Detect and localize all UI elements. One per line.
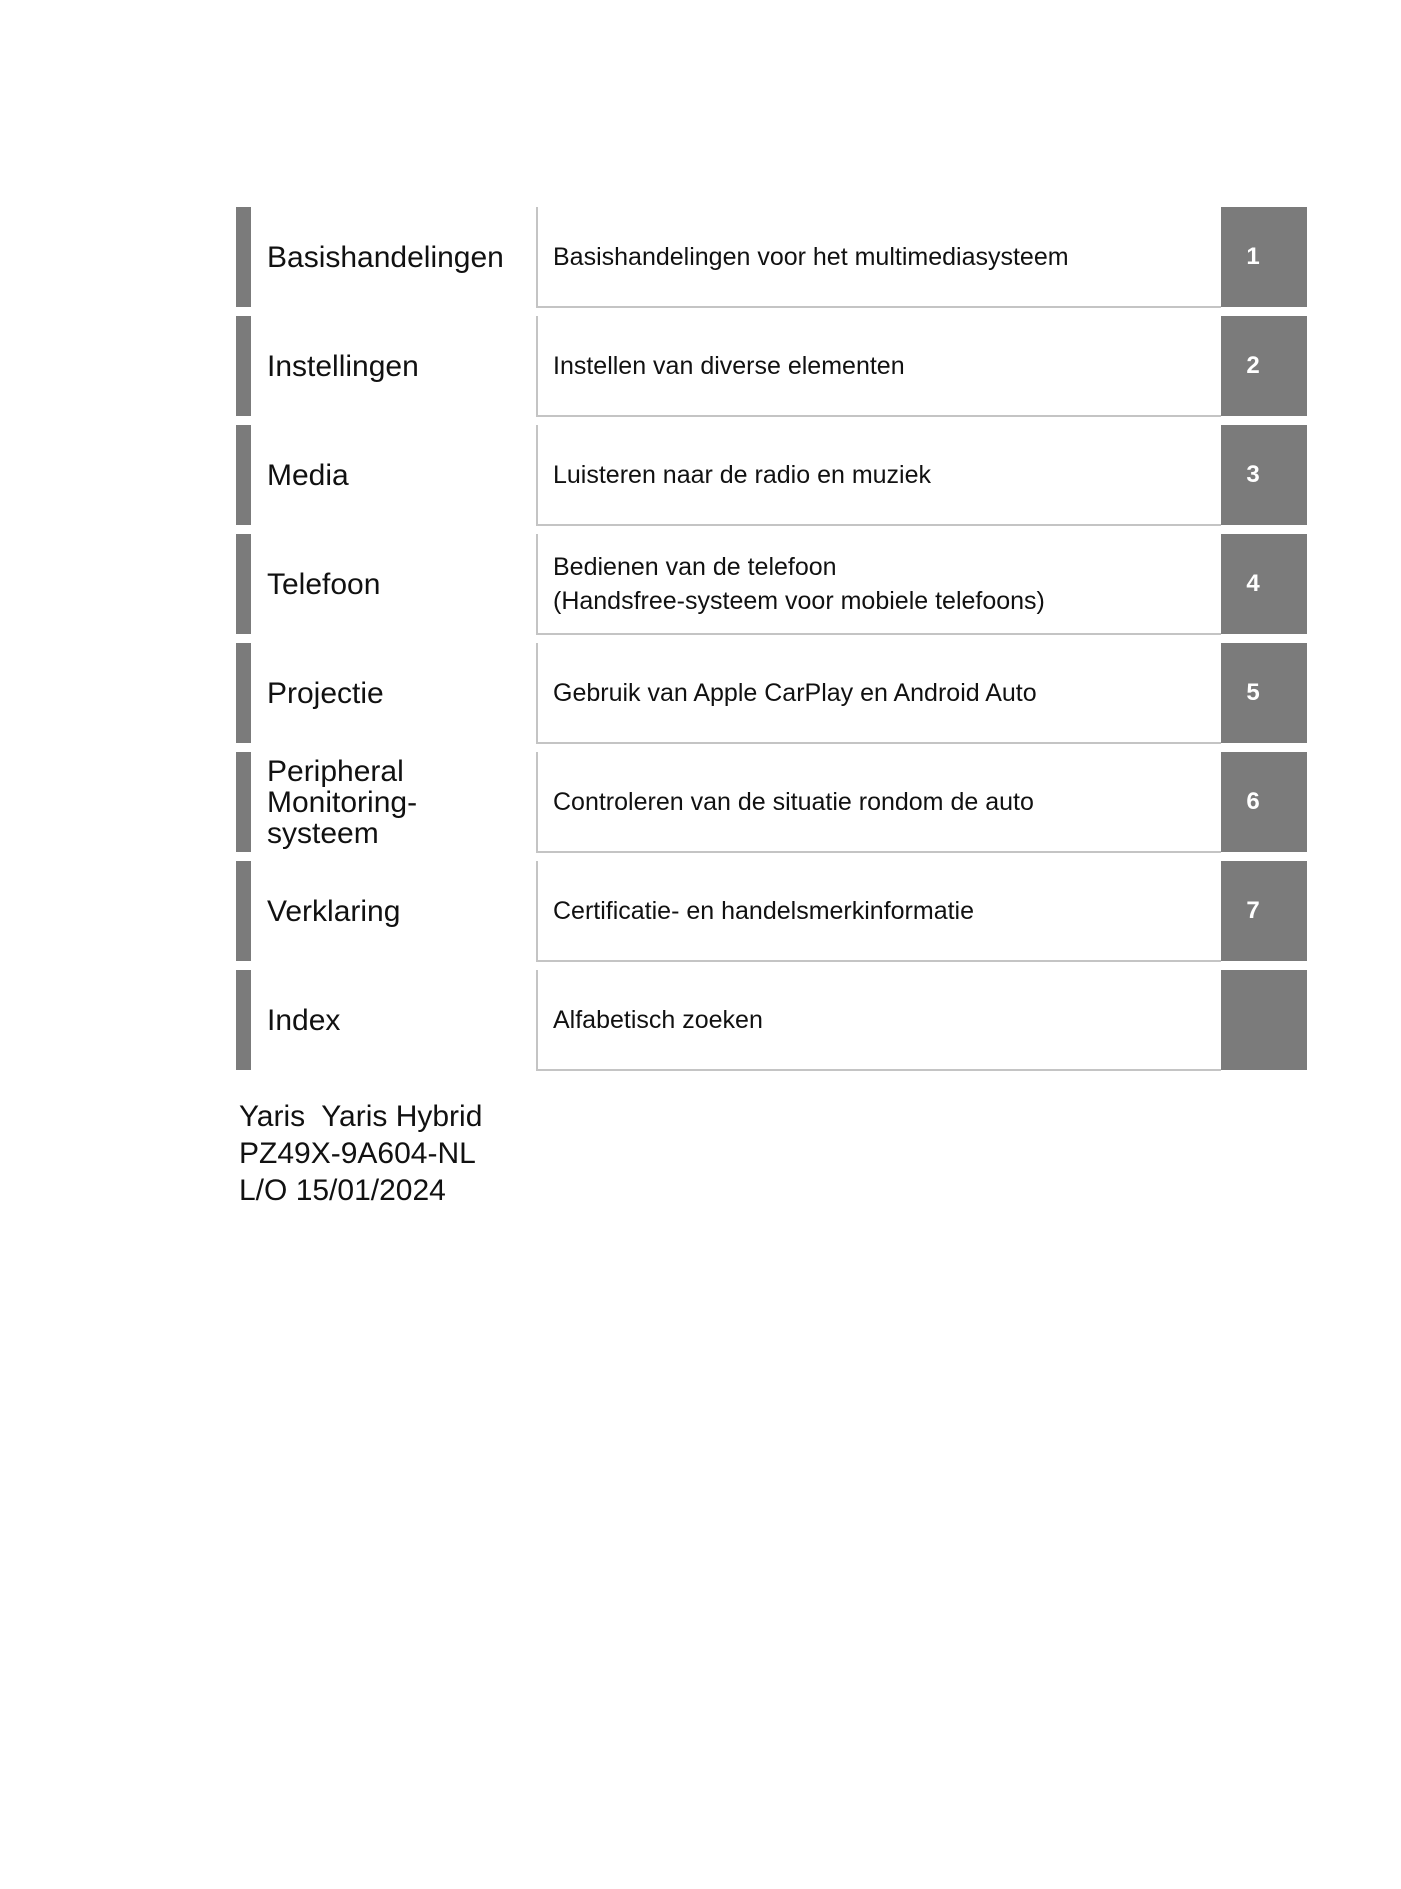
section-description-box bbox=[536, 316, 1221, 417]
section-description-box bbox=[536, 970, 1221, 1071]
toc-row-instellingen[interactable] bbox=[236, 316, 1307, 416]
chapter-number: 6 bbox=[1246, 788, 1260, 815]
chapter-number: 5 bbox=[1246, 679, 1260, 706]
section-description-box bbox=[536, 425, 1221, 526]
chapter-tab[interactable] bbox=[1221, 207, 1307, 307]
section-description: Bedienen van de telefoon (Handsfree-systeem voor mobiele telefoons) bbox=[553, 552, 1045, 615]
chapter-number: 2 bbox=[1246, 352, 1260, 379]
model-name: Yaris Yaris Hybrid bbox=[239, 1100, 483, 1133]
chapter-tab[interactable] bbox=[1221, 752, 1307, 852]
toc-row-basishandelingen[interactable] bbox=[236, 207, 1307, 307]
toc-row-index[interactable] bbox=[236, 970, 1307, 1070]
section-description: Instellen van diverse elementen bbox=[553, 351, 905, 380]
chapter-tab[interactable] bbox=[1221, 316, 1307, 416]
section-description-box bbox=[536, 752, 1221, 853]
toc-row-peripheral-monitoring[interactable] bbox=[236, 752, 1307, 852]
chapter-number: 4 bbox=[1246, 570, 1260, 597]
toc-row-verklaring[interactable] bbox=[236, 861, 1307, 961]
row-marker-bar bbox=[236, 207, 251, 307]
chapter-tab[interactable] bbox=[1221, 861, 1307, 961]
section-description: Basishandelingen voor het multimediasysteem bbox=[553, 242, 1069, 271]
layout-date: L/O 15/01/2024 bbox=[239, 1174, 446, 1207]
chapter-tab[interactable] bbox=[1221, 534, 1307, 634]
section-description: Alfabetisch zoeken bbox=[553, 1005, 763, 1034]
toc-row-telefoon[interactable] bbox=[236, 534, 1307, 634]
section-description: Certificatie- en handelsmerkinformatie bbox=[553, 896, 975, 925]
section-title: Projectie bbox=[267, 676, 384, 710]
document-code: PZ49X-9A604-NL bbox=[239, 1137, 476, 1170]
chapter-number: 1 bbox=[1246, 243, 1260, 270]
section-description-box bbox=[536, 643, 1221, 744]
row-marker-bar bbox=[236, 316, 251, 416]
row-marker-bar bbox=[236, 861, 251, 961]
document-footer bbox=[239, 1098, 482, 1209]
section-description-box bbox=[536, 861, 1221, 962]
table-of-contents bbox=[236, 207, 1307, 1079]
section-title: Instellingen bbox=[267, 349, 419, 383]
row-marker-bar bbox=[236, 643, 251, 743]
section-description: Luisteren naar de radio en muziek bbox=[553, 460, 932, 489]
chapter-tab[interactable] bbox=[1221, 425, 1307, 525]
chapter-tab[interactable] bbox=[1221, 970, 1307, 1070]
row-marker-bar bbox=[236, 534, 251, 634]
section-description: Controleren van de situatie rondom de auto bbox=[553, 787, 1034, 816]
chapter-number: 7 bbox=[1246, 897, 1260, 924]
row-marker-bar bbox=[236, 752, 251, 852]
section-description-box bbox=[536, 207, 1221, 308]
section-title: Basishandelingen bbox=[267, 240, 504, 274]
section-title: Index bbox=[267, 1003, 341, 1037]
section-description: Gebruik van Apple CarPlay en Android Auto bbox=[553, 678, 1037, 707]
section-title: Verklaring bbox=[267, 894, 401, 928]
section-title: Peripheral Monitoring- systeem bbox=[267, 754, 418, 850]
toc-row-projectie[interactable] bbox=[236, 643, 1307, 743]
section-description-box bbox=[536, 534, 1221, 635]
chapter-tab[interactable] bbox=[1221, 643, 1307, 743]
row-marker-bar bbox=[236, 425, 251, 525]
section-title: Telefoon bbox=[267, 567, 381, 601]
chapter-number: 3 bbox=[1246, 461, 1260, 488]
row-marker-bar bbox=[236, 970, 251, 1070]
toc-row-media[interactable] bbox=[236, 425, 1307, 525]
section-title: Media bbox=[267, 458, 349, 492]
